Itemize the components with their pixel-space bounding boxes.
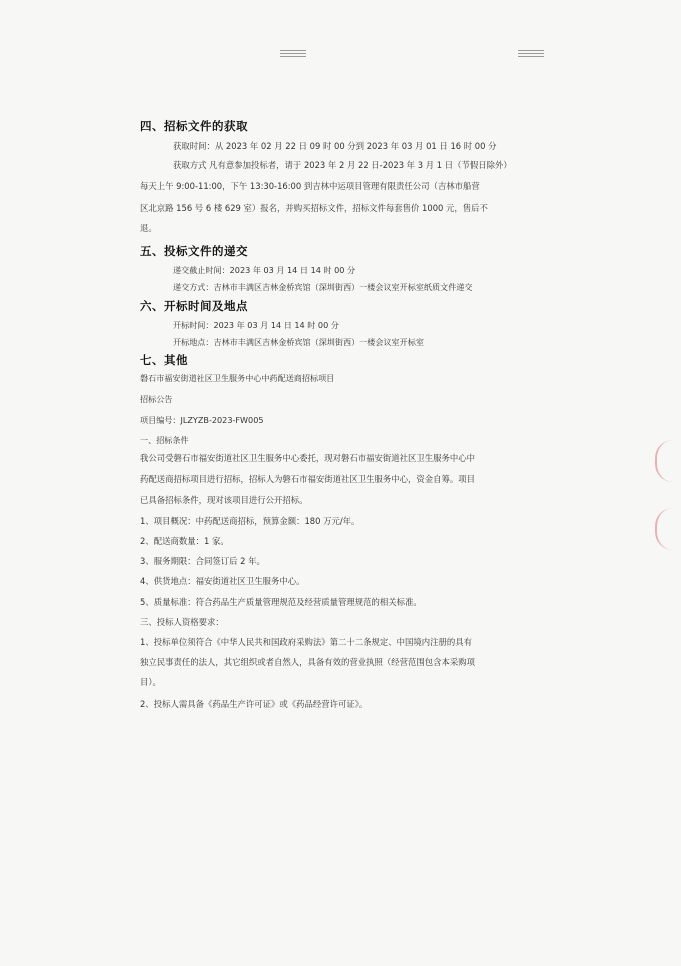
qualification-heading: 三、投标人资格要求： [140, 617, 224, 627]
condition-line-1: 我公司受磐石市福安街道社区卫生服务中心委托，现对磐石市福安街道社区卫生服务中心中 [140, 453, 475, 463]
stamp-fragment-upper [655, 440, 679, 482]
acquire-method-line-4: 退。 [140, 223, 157, 233]
scan-mark-right [518, 50, 544, 58]
item-3: 3、服务期限：合同签订后 2 年。 [140, 556, 265, 566]
project-number: 项目编号：JLZYZB-2023-FW005 [140, 415, 264, 425]
item-2: 2、配送商数量：1 家。 [140, 536, 229, 546]
item-1: 1、项目概况：中药配送商招标，预算金额：180 万元/年。 [140, 516, 360, 526]
acquire-method-line-2: 每天上午 9:00-11:00，下午 13:30-16:00 到吉林中运项目管理有限责任公司（吉林市船营 [140, 181, 480, 191]
submit-method: 递交方式：吉林市丰满区吉林金桥宾馆（深圳街西）一楼会议室开标室纸质文件递交 [173, 282, 473, 292]
acquire-time: 获取时间：从 2023 年 02 月 22 日 09 时 00 分到 2023 年 03 月 01 日 16 时 00 分 [173, 141, 497, 151]
opening-time: 开标时间：2023 年 03 月 14 日 14 时 00 分 [173, 320, 339, 330]
acquire-method-line-3: 区北京路 156 号 6 楼 629 室）报名，并购买招标文件，招标文件每套售价 1000 元，售后不 [140, 203, 488, 213]
section-4-heading: 四、招标文件的获取 [140, 119, 248, 133]
opening-place: 开标地点：吉林市丰满区吉林金桥宾馆（深圳街西）一楼会议室开标室 [173, 337, 424, 347]
item-4: 4、供货地点：福安街道社区卫生服务中心。 [140, 576, 305, 586]
stamp-fragment-lower [655, 508, 679, 550]
condition-line-3: 已具备招标条件，现对该项目进行公开招标。 [140, 495, 308, 505]
condition-line-2: 药配送商招标项目进行招标，招标人为磐石市福安街道社区卫生服务中心，资金自筹。项目 [140, 474, 475, 484]
section-5-heading: 五、投标文件的递交 [140, 244, 248, 258]
qualification-1-line-1: 1、投标单位须符合《中华人民共和国政府采购法》第二十二条规定、中国境内注册的具有 [140, 637, 472, 647]
qualification-1-line-2: 独立民事责任的法人，其它组织或者自然人，具备有效的营业执照（经营范围包含本采购项 [140, 657, 475, 667]
project-title: 磐石市福安街道社区卫生服务中心中药配送商招标项目 [140, 373, 335, 383]
notice-label: 招标公告 [140, 394, 173, 404]
submit-deadline: 递交截止时间：2023 年 03 月 14 日 14 时 00 分 [173, 265, 356, 275]
qualification-2: 2、投标人需具备《药品生产许可证》或《药品经营许可证》。 [140, 699, 368, 709]
condition-heading: 一、招标条件 [140, 435, 189, 445]
qualification-1-line-3: 目）。 [140, 677, 161, 687]
section-6-heading: 六、开标时间及地点 [140, 299, 248, 313]
item-5: 5、质量标准：符合药品生产质量管理规范及经营质量管理规范的相关标准。 [140, 597, 422, 607]
section-7-heading: 七、其他 [140, 353, 188, 367]
acquire-method-line-1: 获取方式 凡有意参加投标者，请于 2023 年 2 月 22 日-2023 年 3 月 1 日（节假日除外） [173, 160, 512, 170]
scan-mark-left [280, 50, 306, 58]
section-4 [140, 118, 540, 134]
